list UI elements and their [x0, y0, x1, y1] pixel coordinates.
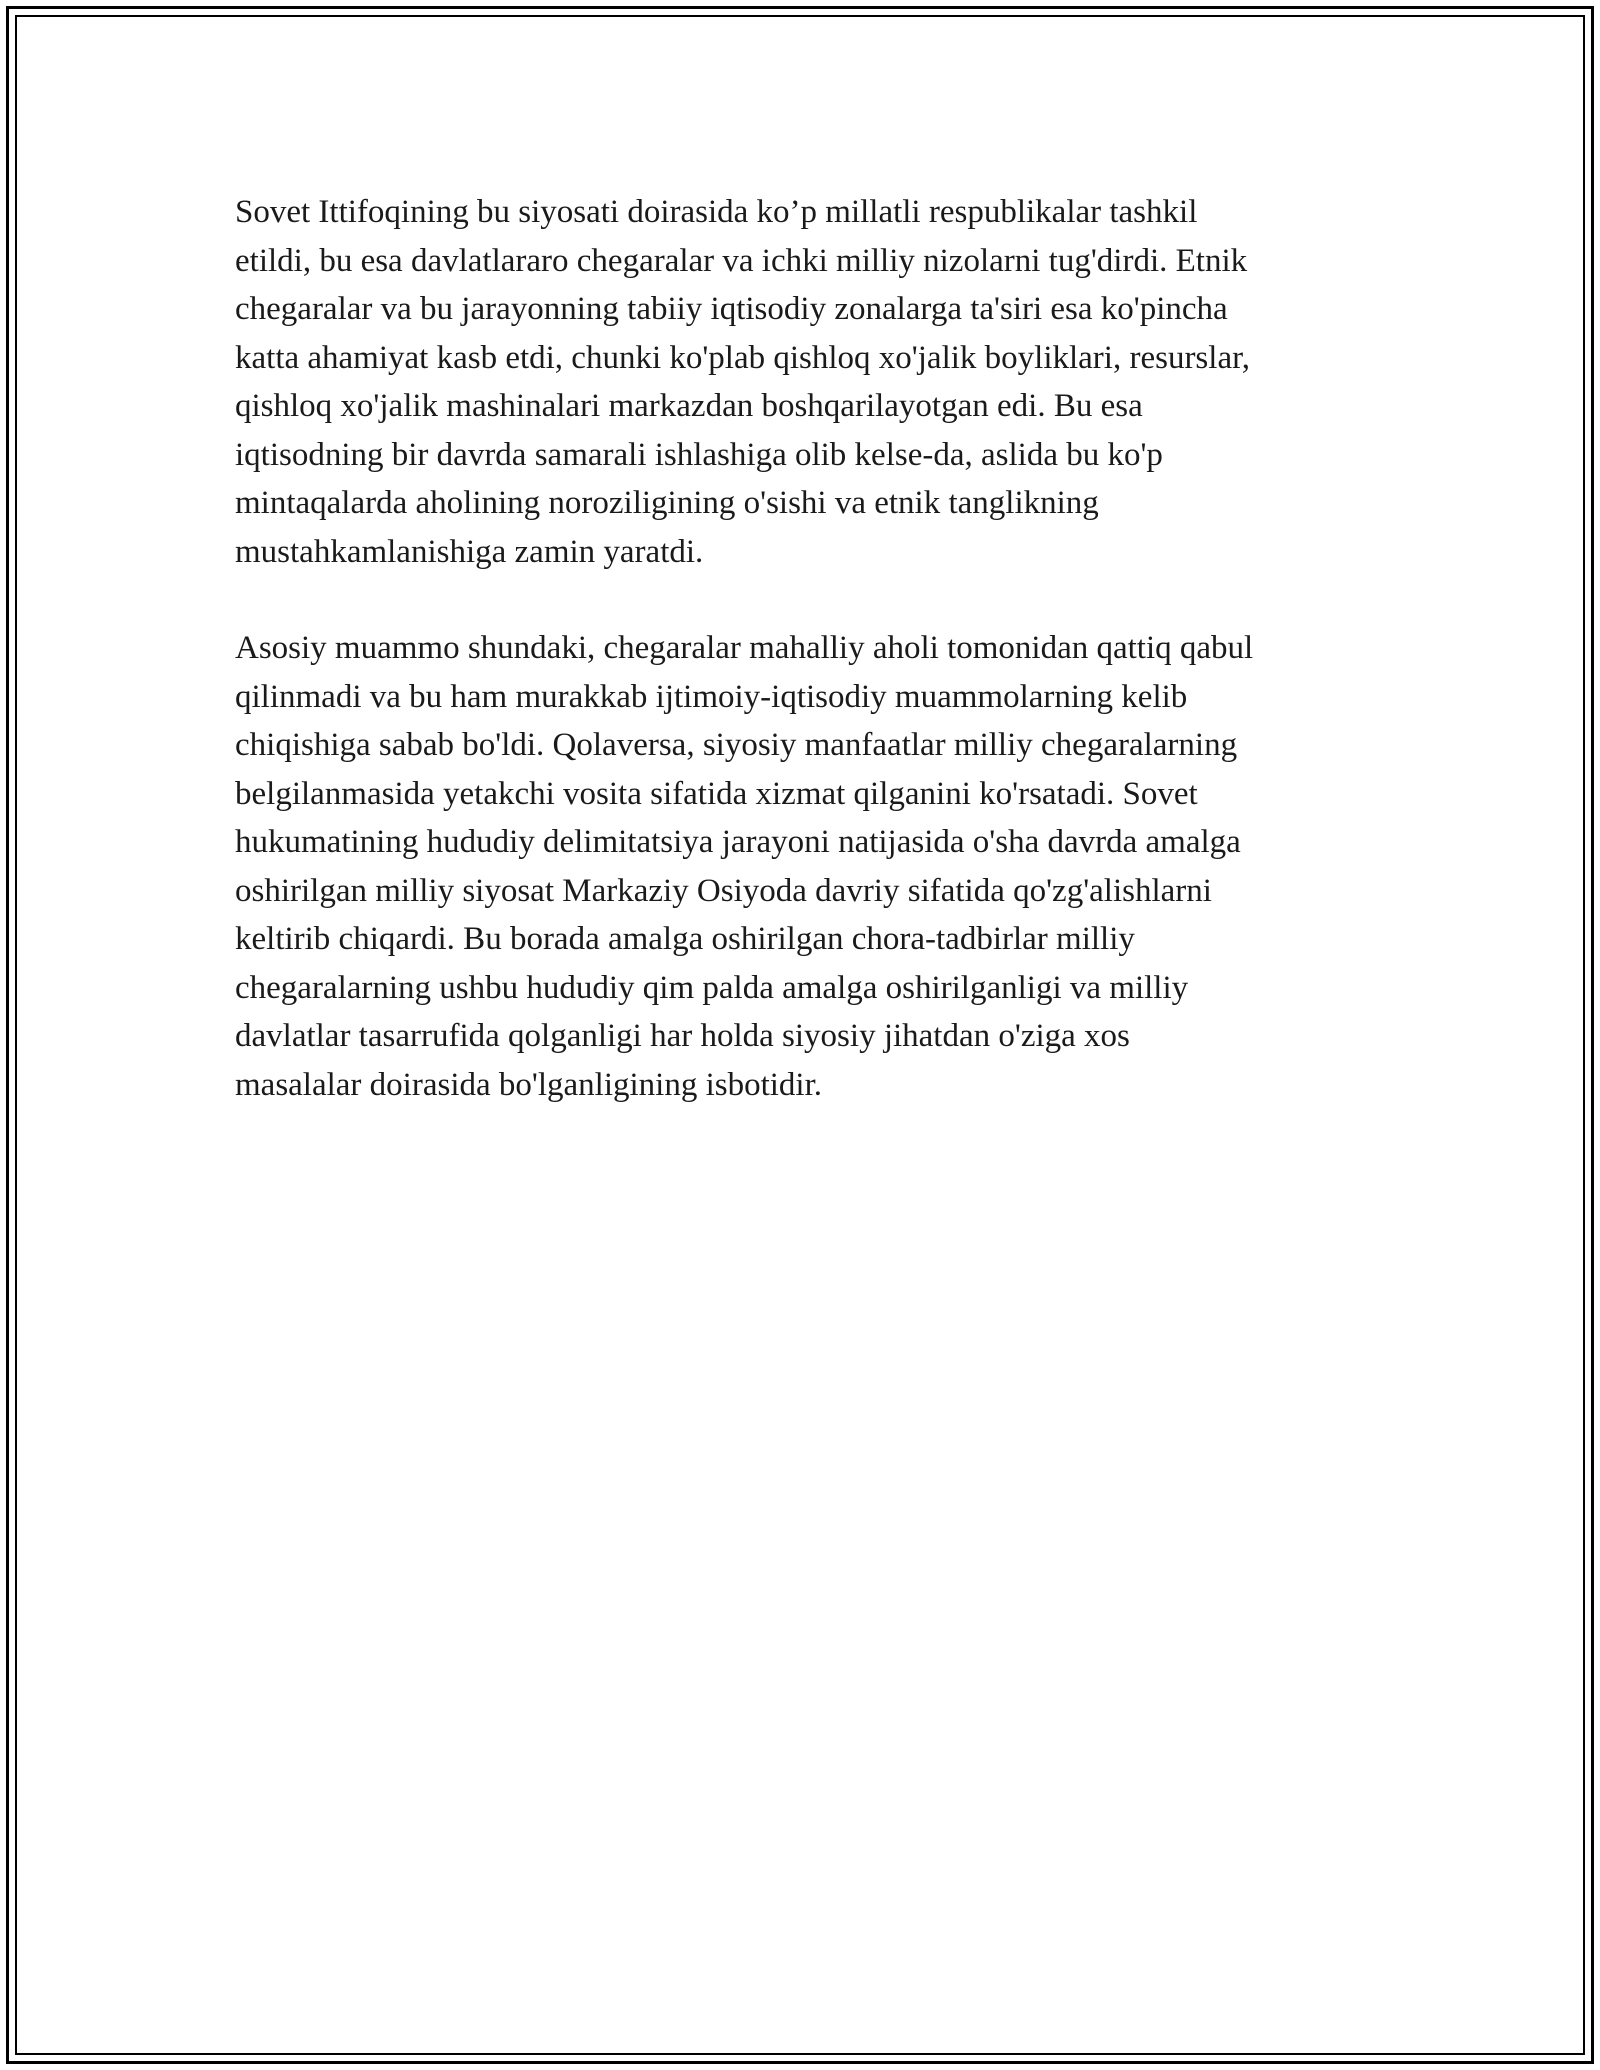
paragraph-1: Sovet Ittifoqining bu siyosati doirasida ko’p millatli respublikalar tashkil etildi, bu esa davlatlararo chegaralar va ichki milliy nizolarni tug'dirdi. Etnik chegaralar va bu jarayonning tabiiy iqtisodiy zonalarga ta'siri esa ko'pincha katta ahamiyat kasb etdi, chunki ko'plab qishloq xo'jalik boyliklari, resurslar, qishloq xo'jalik mashinalari markazdan boshqarilayotgan edi. Bu esa iqtisodning bir davrda samarali ishlashiga olib kelse-da, aslida bu ko'p mintaqalarda aholining noroziligining o'sishi va etnik tanglikning mustahkamlanishiga zamin yaratdi.: [235, 194, 1251, 570]
document-body: [235, 188, 1380, 1157]
paragraph-2: Asosiy muammo shundaki, chegaralar mahalliy aholi tomonidan qattiq qabul qilinmadi va bu ham murakkab ijtimoiy-iqtisodiy muammolarning kelib chiqishiga sabab bo'ldi. Qolaversa, siyosiy manfaatlar milliy chegaralarning belgilanmasida yetakchi vosita sifatida xizmat qilganini ko'rsatadi. Sovet hukumatining hududiy delimitatsiya jarayoni natijasida o'sha davrda amalga oshirilgan milliy siyosat Markaziy Osiyoda davriy sifatida qo'zg'alishlarni keltirib chiqardi. Bu borada amalga oshirilgan chora-tadbirlar milliy chegaralarning ushbu hududiy qim palda amalga oshirilganligi va milliy davlatlar tasarrufida qolganligi har holda siyosiy jihatdan o'ziga xos masalalar doirasida bo'lganligining isbotidir.: [235, 630, 1254, 1103]
